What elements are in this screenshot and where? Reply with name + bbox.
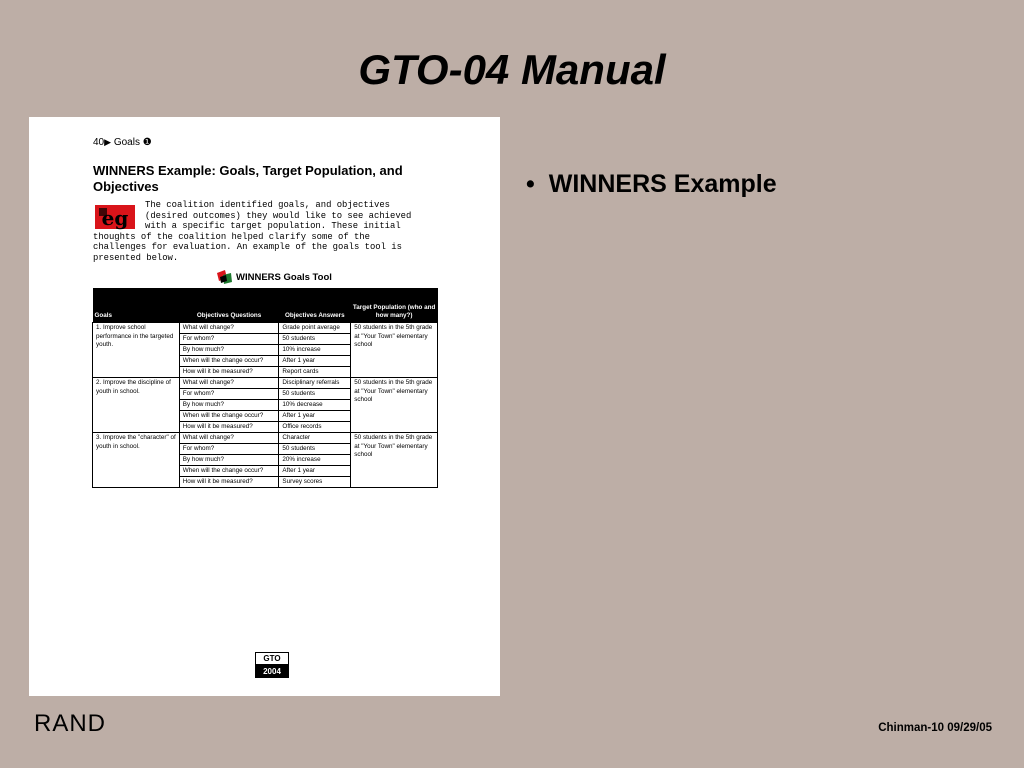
column-header: Objectives Answers — [279, 288, 351, 323]
intro-line: (desired outcomes) they would like to see achieved — [145, 210, 412, 221]
objective-answer-cell: 20% increase — [279, 455, 351, 466]
objective-question-cell: How will it be measured? — [179, 367, 279, 378]
objective-question-cell: What will change? — [179, 323, 279, 334]
goal-cell: 2. Improve the discipline of youth in school. — [93, 378, 180, 433]
bullet-item — [526, 170, 777, 199]
stamp-top: GTO — [255, 652, 289, 665]
slide-title: GTO-04 Manual — [358, 46, 666, 93]
slide-footer: Chinman-10 09/29/05 — [878, 722, 992, 734]
objective-answer-cell: 10% increase — [279, 345, 351, 356]
objective-question-cell: By how much? — [179, 455, 279, 466]
column-header: Goals — [93, 288, 180, 323]
objective-question-cell: What will change? — [179, 433, 279, 444]
numbered-circle-icon: ❶ — [142, 137, 152, 148]
table-row — [93, 323, 438, 334]
objective-question-cell: What will change? — [179, 378, 279, 389]
goal-cell: 3. Improve the "character" of youth in school. — [93, 433, 180, 488]
objective-answer-cell: Survey scores — [279, 477, 351, 488]
table-row — [93, 378, 438, 389]
table-row — [93, 433, 438, 444]
objective-answer-cell: After 1 year — [279, 411, 351, 422]
bullet-icon: • — [526, 170, 535, 198]
intro-line: with a specific target population. These initial — [145, 221, 401, 232]
column-header: Objectives Questions — [179, 288, 279, 323]
objective-answer-cell: After 1 year — [279, 466, 351, 477]
winners-tool-icon — [215, 269, 233, 285]
objective-answer-cell: 10% decrease — [279, 400, 351, 411]
objective-question-cell: For whom? — [179, 334, 279, 345]
objective-answer-cell: Character — [279, 433, 351, 444]
objective-question-cell: How will it be measured? — [179, 422, 279, 433]
section-name: Goals — [113, 137, 140, 148]
column-header: Target Population (who and how many?) — [351, 288, 438, 323]
intro-line: thoughts of the coalition helped clarify some of the — [93, 231, 370, 242]
page-header — [93, 137, 152, 148]
objective-question-cell: When will the change occur? — [179, 411, 279, 422]
intro-paragraph — [93, 200, 443, 264]
objective-answer-cell: After 1 year — [279, 356, 351, 367]
objective-question-cell: When will the change occur? — [179, 466, 279, 477]
bullet-list — [526, 170, 777, 199]
target-population-cell: 50 students in the 5th grade at "Your Town" elementary school — [351, 378, 438, 433]
objective-answer-cell: 50 students — [279, 444, 351, 455]
objective-answer-cell: Office records — [279, 422, 351, 433]
intro-line: challenges for evaluation. An example of the goals tool is — [93, 242, 402, 253]
gto-2004-stamp — [255, 652, 289, 678]
goal-cell: 1. Improve school performance in the targeted youth. — [93, 323, 180, 378]
stamp-bottom: 2004 — [255, 665, 289, 678]
goals-table — [92, 288, 438, 488]
objective-answer-cell: Disciplinary referrals — [279, 378, 351, 389]
right-triangle-icon: ▶ — [104, 137, 112, 147]
objective-question-cell: For whom? — [179, 389, 279, 400]
target-population-cell: 50 students in the 5th grade at "Your Town" elementary school — [351, 433, 438, 488]
objective-answer-cell: Report cards — [279, 367, 351, 378]
page-number: 40 — [93, 137, 105, 148]
objective-question-cell: When will the change occur? — [179, 356, 279, 367]
objective-question-cell: By how much? — [179, 400, 279, 411]
objective-answer-cell: 50 students — [279, 334, 351, 345]
eg-icon-label: eg — [101, 206, 129, 230]
bullet-text: WINNERS Example — [548, 170, 777, 198]
manual-page-image — [29, 117, 500, 696]
objective-answer-cell: 50 students — [279, 389, 351, 400]
intro-line: The coalition identified goals, and objectives — [145, 200, 390, 210]
goals-tool-title — [215, 269, 332, 285]
manual-page-heading: WINNERS Example: Goals, Target Population, and Objectives — [93, 163, 403, 194]
objective-question-cell: How will it be measured? — [179, 477, 279, 488]
objective-question-cell: For whom? — [179, 444, 279, 455]
target-population-cell: 50 students in the 5th grade at "Your Town" elementary school — [351, 323, 438, 378]
goals-tool-label: WINNERS Goals Tool — [236, 271, 332, 283]
intro-line: presented below. — [93, 252, 179, 263]
rand-logo: RAND — [34, 710, 107, 737]
objective-question-cell: By how much? — [179, 345, 279, 356]
objective-answer-cell: Grade point average — [279, 323, 351, 334]
